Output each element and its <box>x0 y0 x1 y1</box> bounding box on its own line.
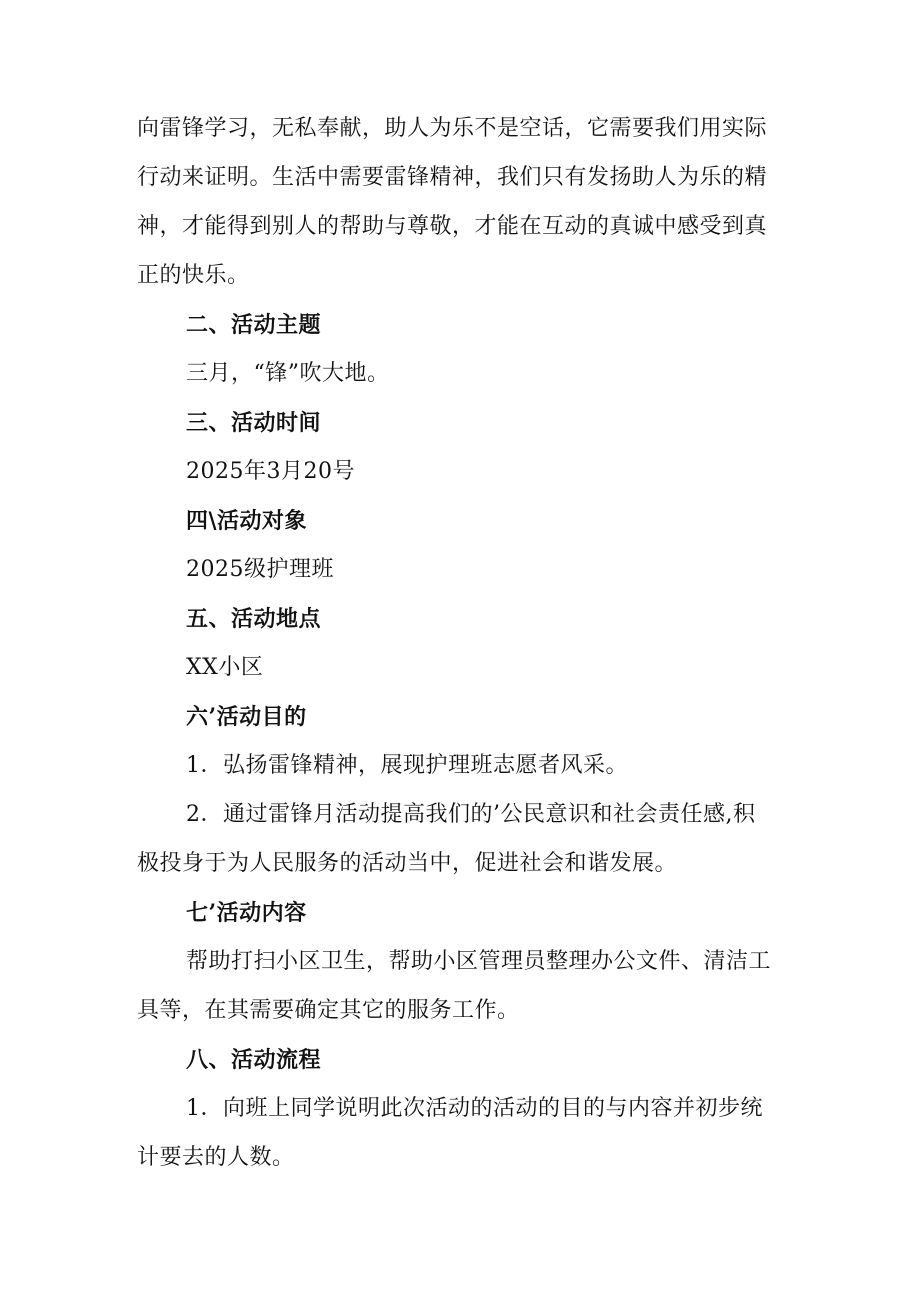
section-content-location: XX小区 <box>186 655 264 680</box>
section-content-theme: 三月，“锋”吹大地。 <box>186 361 390 386</box>
process-item-1-line-1: 1．向班上同学说明此次活动的活动的目的与内容并初步统 <box>186 1096 763 1121</box>
section-content-time: 2025年3月20号 <box>186 459 355 484</box>
section-heading-target: 四\活动对象 <box>186 508 308 534</box>
section-heading-time: 三、活动时间 <box>186 410 322 436</box>
section-heading-location: 五、活动地点 <box>186 606 322 632</box>
section-heading-process: 八、活动流程 <box>186 1047 322 1073</box>
intro-line-1: 向雷锋学习，无私奉献，助人为乐不是空话，它需要我们用实际 <box>137 116 768 141</box>
content-line-2: 具等，在其需要确定其它的服务工作。 <box>137 998 520 1023</box>
process-item-1-line-2: 计要去的人数。 <box>137 1145 295 1170</box>
section-content-target: 2025级护理班 <box>186 557 334 582</box>
content-line-1: 帮助打扫小区卫生，帮助小区管理员整理办公文件、清洁工 <box>186 949 772 974</box>
section-heading-theme: 二、活动主题 <box>186 312 322 338</box>
purpose-item-2-line-2: 极投身于为人民服务的活动当中，促进社会和谐发展。 <box>137 851 678 876</box>
section-heading-purpose: 六’活动目的 <box>186 704 307 730</box>
purpose-item-1: 1．弘扬雷锋精神，展现护理班志愿者风采。 <box>186 753 628 778</box>
section-heading-content: 七’活动内容 <box>186 900 307 926</box>
purpose-item-2-line-1: 2．通过雷锋月活动提高我们的’公民意识和社会责任感,积 <box>186 802 756 827</box>
intro-line-3: 神，才能得到别人的帮助与尊敬，才能在互动的真诚中感受到真 <box>137 214 768 239</box>
intro-line-4: 正的快乐。 <box>137 263 250 288</box>
intro-line-2: 行动来证明。生活中需要雷锋精神，我们只有发扬助人为乐的精 <box>137 165 768 190</box>
